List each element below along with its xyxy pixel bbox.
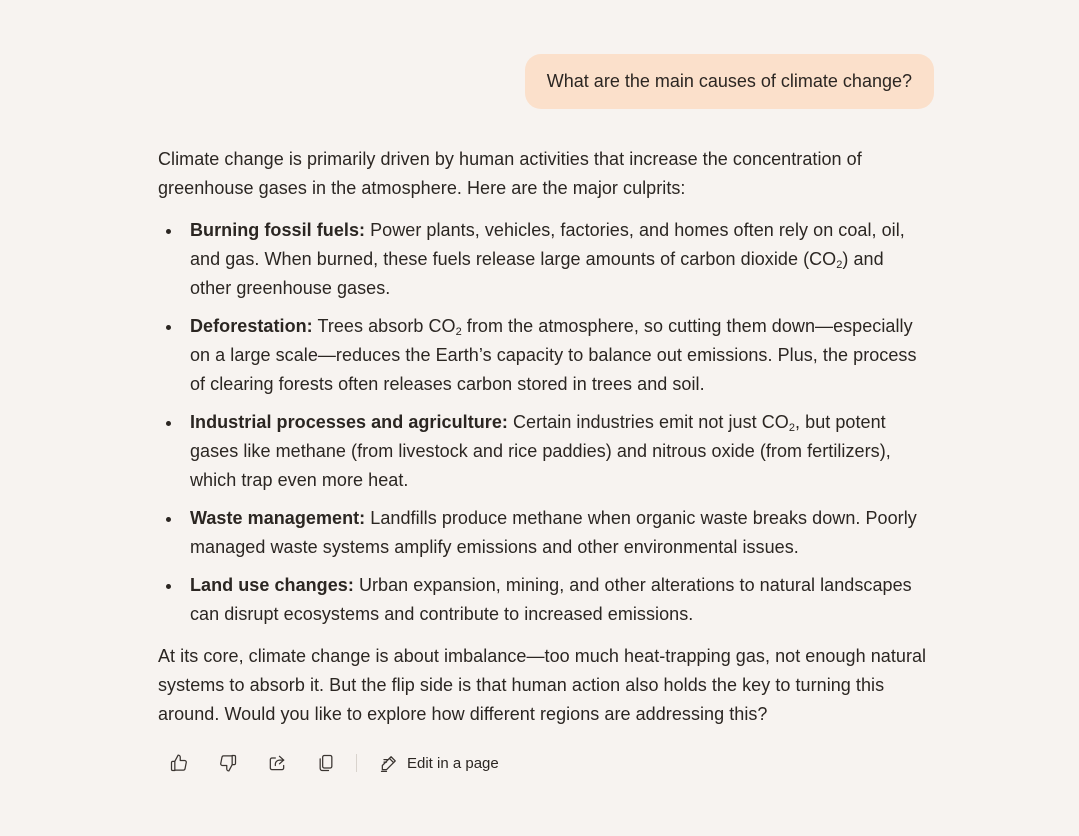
list-item-industrial [158, 408, 928, 495]
response-actions-bar [160, 744, 507, 782]
list-item-deforestation [158, 312, 928, 399]
list-item-term: Deforestation: [190, 316, 313, 336]
assistant-response [158, 145, 928, 729]
thumbs-down-button[interactable] [209, 744, 247, 782]
list-item-fossil-fuels [158, 216, 928, 303]
subscript: 2 [836, 259, 843, 271]
list-item-text: Power plants, vehicles, factories, and homes often rely on coal, oil, and gas. When burned, these fuels release large amounts of carbon dioxide (CO [190, 220, 905, 269]
list-item-waste [158, 504, 928, 562]
share-button[interactable] [258, 744, 296, 782]
thumbs-down-icon [218, 753, 238, 773]
list-item-text: from the atmosphere, so cutting them down—especially on a large scale—reduces the Earth’s capacity to balance out emissions. Plus, the process of clearing forests often releases carbon stored in trees and soil. [190, 316, 917, 394]
list-item-term: Land use changes: [190, 575, 354, 595]
subscript: 2 [455, 326, 462, 338]
thumbs-up-icon [169, 753, 189, 773]
actions-divider [356, 754, 357, 772]
list-item-text: Trees absorb CO [312, 316, 456, 336]
list-item-text: ) and other greenhouse gases. [190, 249, 884, 298]
edit-in-page-button[interactable] [371, 744, 507, 782]
list-item-term: Waste management: [190, 508, 366, 528]
copy-button[interactable] [307, 744, 345, 782]
list-item-text: Urban expansion, mining, and other alterations to natural landscapes can disrupt ecosystems and contribute to increased emissions. [190, 575, 912, 624]
copy-icon [316, 753, 336, 773]
list-item-term: Industrial processes and agriculture: [190, 412, 508, 432]
subscript: 2 [788, 422, 796, 434]
response-intro: Climate change is primarily driven by human activities that increase the concentration of greenhouse gases in the atmosphere. Here are the major culprits: [158, 149, 862, 198]
response-outro: At its core, climate change is about imbalance—too much heat-trapping gas, not enough natural systems to absorb it. But the flip side is that human action also holds the key to turning this around. Would you like to explore how different regions are addressing this? [158, 646, 927, 724]
list-item-text: Landfills produce methane when organic waste breaks down. Poorly managed waste systems amplify emissions and other environmental issues. [190, 508, 917, 557]
causes-list [158, 216, 928, 629]
edit-page-icon [379, 753, 399, 773]
list-item-term: Burning fossil fuels: [190, 220, 366, 240]
list-item-text: Certain industries emit not just CO [507, 412, 789, 432]
list-item-text: , but potent gases like methane (from livestock and rice paddies) and nitrous oxide (from fertilizers), which trap even more heat. [190, 412, 891, 490]
user-message-bubble: What are the main causes of climate change? [525, 54, 934, 109]
edit-in-page-label: Edit in a page [407, 754, 499, 772]
share-icon [267, 753, 287, 773]
thumbs-up-button[interactable] [160, 744, 198, 782]
list-item-land-use [158, 571, 928, 629]
